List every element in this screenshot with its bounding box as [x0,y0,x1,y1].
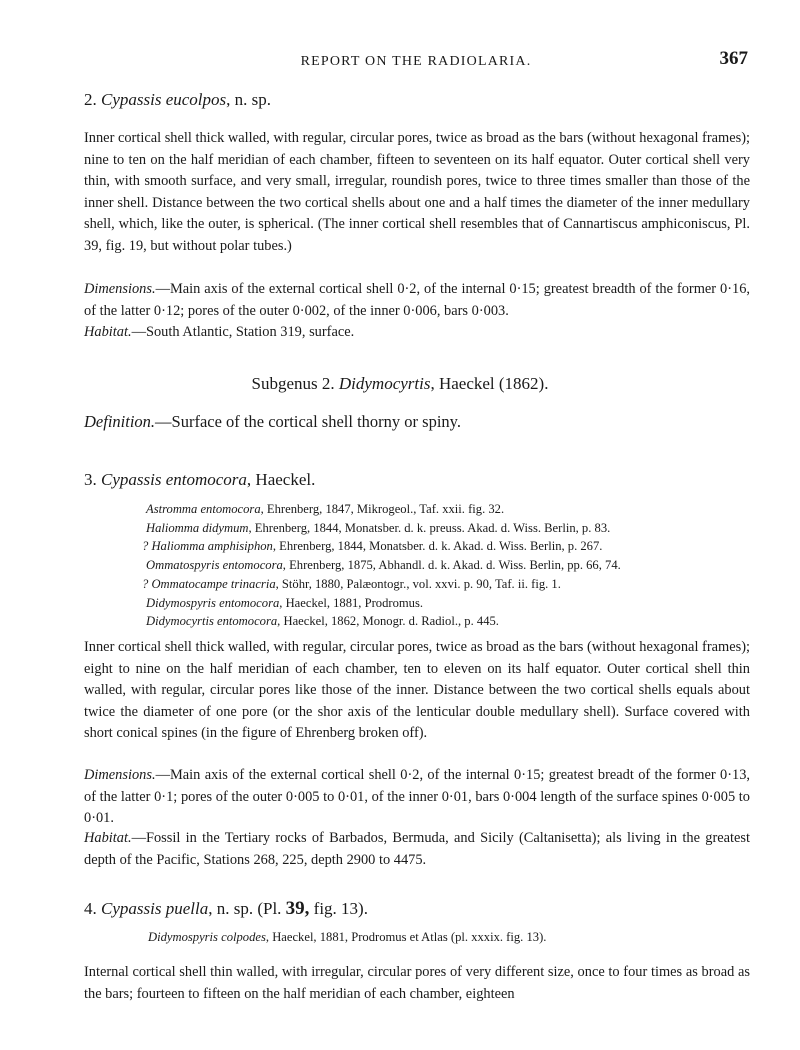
definition-text: —Surface of the cortical shell thorny or spiny. [155,412,461,431]
species-3-heading: 3. Cypassis entomocora, Haeckel. [84,470,316,489]
subgenus-name: Didymocyrtis [338,374,431,393]
page-header [84,48,748,74]
running-head: REPORT ON THE RADIOLARIA. [300,54,532,69]
habitat-label: Habitat. [84,830,132,846]
species-4-synonymy [148,930,546,945]
species-3-description: Inner cortical shell thick walled, with regular, circular pores, twice as broad as the bars (without hexagonal frames); eight to nine on the half meridian of each chamber, ten to eleven on its half equator. Outer cortical shell thin walled, with regular, circular pores like those of the inner. Distance between the two cortical shells equals about twice the diameter of one pore (or the shor axis of the lenticular double medullary shell). Surface covered with short conical spines (in the figure of Ehrenberg broken off). [84,639,750,741]
habitat-text: —Fossil in the Tertiary rocks of Barbados, Bermuda, and Sicily (Caltanisetta); als living in the greatest depth of the Pacific, Stations 268, 225, depth 2900 to 4475. [84,830,750,868]
synonym-entry: Haliomma didymum, Ehrenberg, 1844, Monatsber. d. k. preuss. Akad. d. Wiss. Berlin, p. 83. [146,520,611,535]
synonym-entry: Didymocyrtis entomocora, Haeckel, 1862, Monogr. d. Radiol., p. 445. [146,614,499,629]
plate-ref-close: fig. 13). [309,899,368,918]
species-4-description: Internal cortical shell thin walled, with irregular, circular pores of very different size, once to four times as broad as the bars; fourteen to fifteen on the half meridian of each chamber, eighteen [84,964,750,1002]
species-name: Cypassis entomocora [101,470,247,489]
synonym-name: Didymospyris colpodes [148,930,266,944]
definition-label: Definition. [84,412,156,431]
species-number: 2. [84,90,97,109]
species-number: 3. [84,470,97,489]
subgenus-prefix: Subgenus 2. [251,374,339,393]
species-name: Cypassis puella [101,899,209,918]
synonym-entry: Astromma entomocora, Ehrenberg, 1847, Mikrogeol., Taf. xxii. fig. 32. [146,502,505,516]
species-2-heading: 2. Cypassis eucolpos, n. sp. [84,90,272,109]
species-author: n. sp. [216,899,254,918]
species-4-heading: 4. Cypassis puella, n. sp. (Pl. 39, fig. 13). [84,898,368,919]
species-3-dimensions [84,765,750,830]
species-name: Cypassis eucolpos [101,90,227,109]
subgenus-author: , Haeckel (1862). [430,374,549,393]
species-2-habitat [84,322,750,344]
synonym-entry: ? Haliomma amphisiphon, Ehrenberg, 1844, Monatsber. d. k. Akad. d. Wiss. Berlin, p. 267. [142,539,603,554]
synonym-entry: Didymospyris entomocora, Haeckel, 1881, Prodromus. [146,595,424,610]
subgenus-definition [84,412,461,432]
habitat-label: Habitat. [84,324,132,340]
habitat-text: —South Atlantic, Station 319, surface. [131,324,355,340]
synonym-entry: ? Ommatocampe trinacria, Stöhr, 1880, Palæontogr., vol. xxvi. p. 90, Taf. ii. fig. 1. [142,576,561,591]
species-2-description: Inner cortical shell thick walled, with regular, circular pores, twice as broad as the bars (without hexagonal frames); nine to ten on the half meridian of each chamber, fifteen to seventeen on its half equator. Outer cortical shell very thin, with smooth surface, and very small, irregular, roundish pores, twice to three times smaller than those of the inner shell. Distance between the two cortical shells about one and a half times the diameter of the inner medullary shell, which, like the outer, is spherical. (The inner cortical shell resembles that of Cannartiscus amphiconiscus, Pl. 39, fig. 19, but without polar tubes.) [84,130,750,254]
synonym-entry: Ommatospyris entomocora, Ehrenberg, 1875, Abhandl. d. k. Akad. d. Wiss. Berlin, pp. 66, 74. [146,558,621,573]
species-number: 4. [84,899,97,918]
species-author: n. sp. [234,90,272,109]
dimensions-label: Dimensions. [84,767,156,783]
dimensions-text: —Main axis of the external cortical shell 0·2, of the internal 0·15; greatest breadt of the former 0·13, of the latter 0·1; pores of the outer 0·005 to 0·01, of the inner 0·01, bars 0·004 length of the surface spines 0·005 to 0·01. [84,767,750,826]
page-number: 367 [719,48,748,69]
synonym-ref: , Haeckel, 1881, Prodromus et Atlas (pl. xxxix. fig. 13). [265,930,547,944]
plate-number: 39, [285,898,310,919]
dimensions-text: —Main axis of the external cortical shell 0·2, of the internal 0·15; greatest breadth of the former 0·16, of the latter 0·12; pores of the outer 0·002, of the inner 0·006, bars 0·003. [84,281,750,319]
plate-ref-open: (Pl. [257,899,286,918]
subgenus-heading [0,374,800,394]
species-2-dimensions [84,279,750,322]
species-3-habitat [84,828,750,871]
species-author: Haeckel. [255,470,316,489]
species-3-synonymy [142,500,756,631]
dimensions-label: Dimensions. [84,281,156,297]
